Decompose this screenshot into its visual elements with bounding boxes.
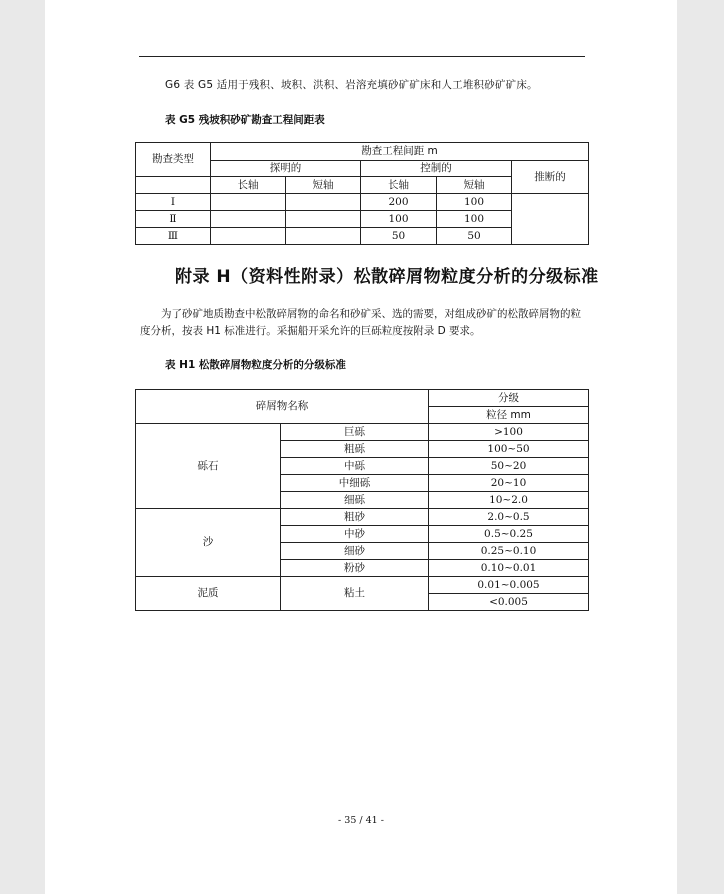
control-short-cell: 50 [437,228,512,245]
size-cell: 0.01~0.005 [429,577,589,594]
table-g5 [135,142,589,245]
size-cell: 10~2.0 [429,492,589,509]
explore-short-cell [286,211,361,228]
control-long-cell: 100 [361,211,437,228]
header-size: 粒径 mm [429,407,589,424]
subclass-cell: 粘土 [281,577,429,611]
subclass-cell: 细砂 [281,543,429,560]
subclass-cell: 粗砂 [281,509,429,526]
size-cell: 100~50 [429,441,589,458]
table-row [136,509,589,526]
control-long-cell: 200 [361,194,437,211]
table-row [136,194,589,211]
type-cell: Ⅲ [136,228,211,245]
header-explore: 探明的 [211,161,361,177]
header-long-axis: 长轴 [361,177,437,194]
blank-cell [136,177,211,194]
header-type: 勘查类型 [136,143,211,177]
explore-short-cell [286,194,361,211]
note-g6: G6 表 G5 适用于残积、坡积、洪积、岩溶充填砂矿矿床和人工堆积砂矿矿床。 [165,79,538,91]
subclass-cell: 中细砾 [281,475,429,492]
appendix-title: 附录 H（资料性附录）松散碎屑物粒度分析的分级标准 [175,267,599,287]
inferred-cell [512,194,589,245]
page-number: - 35 / 41 - [338,815,384,826]
header-name: 碎屑物名称 [136,390,429,424]
table-h1 [135,389,589,611]
table-g5-caption: 表 G5 残坡积砂矿勘查工程间距表 [165,114,325,126]
header-grade: 分级 [429,390,589,407]
header-rule [139,56,585,57]
body-paragraph: 为了砂矿地质勘查中松散碎屑物的命名和砂矿采、选的需要，对组成砂矿的松散碎屑物的粒度分析，按表 H1 标准进行。采掘船开采允许的巨砾粒度按附录 D 要求。 [140,308,581,337]
header-short-axis: 短轴 [437,177,512,194]
subclass-cell: 中砾 [281,458,429,475]
explore-long-cell [211,228,286,245]
subclass-cell: 中砂 [281,526,429,543]
header-short-axis: 短轴 [286,177,361,194]
type-cell: Ⅱ [136,211,211,228]
document-page [45,0,677,894]
explore-long-cell [211,194,286,211]
size-cell: 20~10 [429,475,589,492]
control-short-cell: 100 [437,211,512,228]
header-inferred: 推断的 [512,161,589,194]
size-cell: 0.5~0.25 [429,526,589,543]
size-cell: <0.005 [429,594,589,611]
table-row [136,424,589,441]
table-row [136,577,589,594]
subclass-cell: 细砾 [281,492,429,509]
table-h1-caption: 表 H1 松散碎屑物粒度分析的分级标准 [165,359,346,371]
type-cell: Ⅰ [136,194,211,211]
group-gravel: 砾石 [136,424,281,509]
size-cell: >100 [429,424,589,441]
subclass-cell: 粉砂 [281,560,429,577]
explore-short-cell [286,228,361,245]
size-cell: 0.25~0.10 [429,543,589,560]
size-cell: 50~20 [429,458,589,475]
subclass-cell: 粗砾 [281,441,429,458]
header-long-axis: 长轴 [211,177,286,194]
size-cell: 2.0~0.5 [429,509,589,526]
explore-long-cell [211,211,286,228]
header-control: 控制的 [361,161,512,177]
header-spacing: 勘查工程间距 m [211,143,589,161]
control-long-cell: 50 [361,228,437,245]
group-mud: 泥质 [136,577,281,611]
control-short-cell: 100 [437,194,512,211]
subclass-cell: 巨砾 [281,424,429,441]
size-cell: 0.10~0.01 [429,560,589,577]
group-sand: 沙 [136,509,281,577]
